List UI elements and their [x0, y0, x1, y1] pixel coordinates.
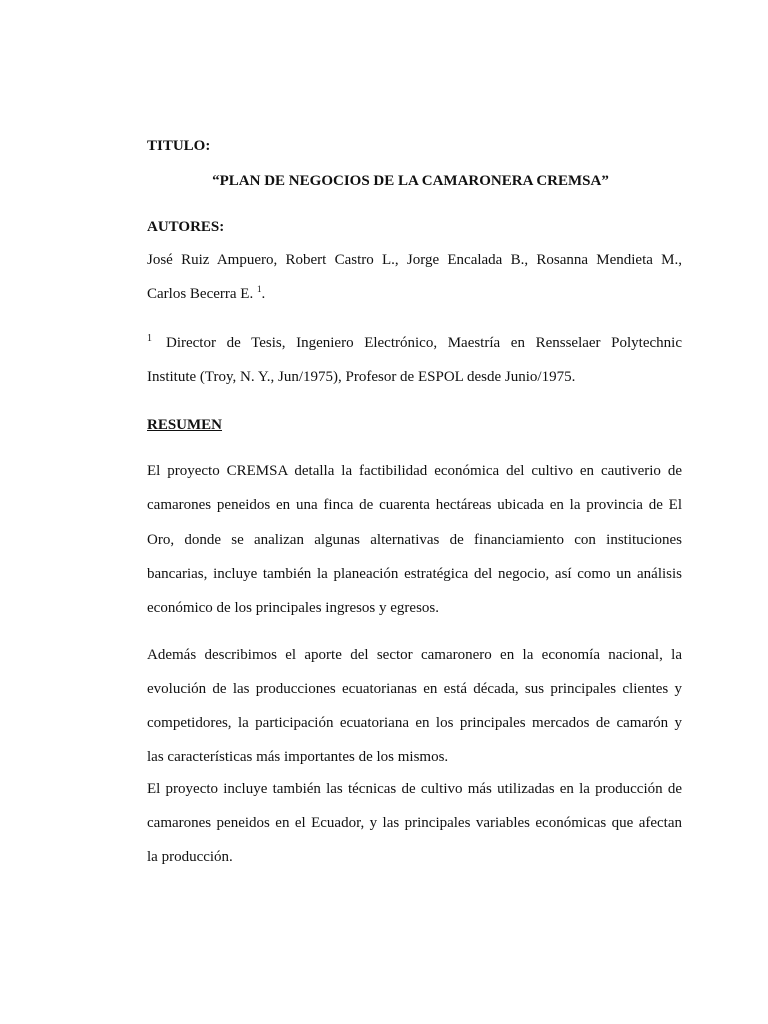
- p1-line-5: económico de los principales ingresos y egresos.: [147, 600, 440, 616]
- footnote-line-1: [147, 334, 682, 352]
- titulo-label: TITULO:: [147, 138, 211, 154]
- authors-period: .: [261, 286, 266, 302]
- p1-line-1: El proyecto CREMSA detalla la factibilidad económica del cultivo en cautiverio de: [147, 463, 682, 479]
- footnote-mark: 1: [147, 333, 152, 344]
- p2-line-2: evolución de las producciones ecuatorianas en está década, sus principales clientes y: [147, 681, 682, 697]
- p3-line-2: camarones peneidos en el Ecuador, y las principales variables económicas que afectan: [147, 815, 682, 831]
- document-page: [147, 0, 682, 1024]
- p2-line-4: las características más importantes de los mismos.: [147, 749, 449, 765]
- p2-line-3: competidores, la participación ecuatoriana en los principales mercados de camarón y: [147, 715, 682, 731]
- document-title: “PLAN DE NEGOCIOS DE LA CAMARONERA CREMSA”: [212, 173, 609, 189]
- footnote-line-2: Institute (Troy, N. Y., Jun/1975), Profesor de ESPOL desde Junio/1975.: [147, 369, 576, 385]
- resumen-heading: RESUMEN: [147, 417, 223, 433]
- authors-line-2: [147, 285, 682, 303]
- p1-line-2: camarones peneidos en una finca de cuarenta hectáreas ubicada en la provincia de El: [147, 497, 682, 513]
- p1-line-4: bancarias, incluye también la planeación estratégica del negocio, así como un análisis: [147, 566, 682, 582]
- autores-label: AUTORES:: [147, 219, 225, 235]
- p2-line-1: Además describimos el aporte del sector camaronero en la economía nacional, la: [147, 647, 682, 663]
- p3-line-1: El proyecto incluye también las técnicas de cultivo más utilizadas en la producción de: [147, 781, 682, 797]
- authors-name-last: Carlos Becerra E.: [147, 286, 254, 302]
- footnote-reference: 1: [256, 284, 262, 294]
- footnote-text-1: Director de Tesis, Ingeniero Electrónico, Maestría en Rensselaer Polytechnic: [166, 335, 682, 351]
- p1-line-3: Oro, donde se analizan algunas alternativas de financiamiento con instituciones: [147, 532, 682, 548]
- authors-line-1: José Ruiz Ampuero, Robert Castro L., Jorge Encalada B., Rosanna Mendieta M.,: [147, 252, 682, 268]
- p3-line-3: la producción.: [147, 849, 233, 865]
